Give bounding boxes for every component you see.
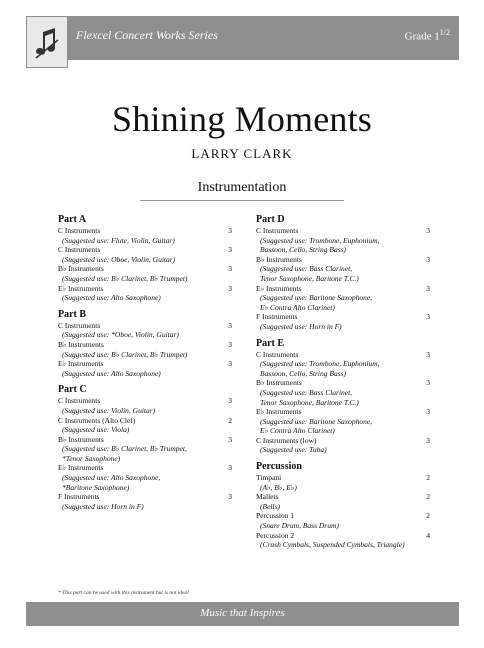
suggested-use: (Suggested use: Alto Saxophone)	[62, 293, 161, 303]
part-quantity: 3	[228, 320, 232, 330]
instrument-name: B♭ Instruments	[256, 378, 302, 388]
suggested-use: (Suggested use: B♭ Clarinet, B♭ Trumpet)	[62, 349, 188, 359]
instrumentation-heading: Instrumentation	[197, 180, 287, 195]
instrument-name: E♭ Instruments	[256, 407, 302, 417]
heading-divider	[140, 200, 344, 201]
suggested-use: (Crash Cymbals, Suspended Cymbals, Triangle)	[260, 540, 405, 550]
part-quantity: 3	[426, 312, 430, 322]
instrument-entry	[58, 435, 232, 464]
instrument-name: C Instruments	[58, 396, 101, 406]
instrument-entry	[256, 255, 430, 284]
part-quantity: 3	[228, 492, 232, 502]
instrument-name: E♭ Instruments	[58, 463, 104, 473]
suggested-use: (Suggested use: Trombone, Euphonium, Bassoon, Cello, String Bass)	[260, 235, 380, 255]
instrument-entry	[256, 312, 430, 331]
instrument-name: B♭ Instruments	[58, 434, 104, 444]
instrument-name: F Instruments	[58, 492, 100, 502]
suggested-use: (Suggested use: Bass Clarinet, Tenor Saxophone, Baritone T.C.)	[260, 387, 359, 407]
grade-fraction: 1/2	[439, 28, 450, 37]
part-title: Part C	[58, 384, 87, 396]
instrument-name: C Instruments	[256, 226, 299, 235]
suggested-use: (Suggested use: Alto Saxophone)	[62, 368, 161, 378]
instrument-entry	[58, 359, 232, 378]
part-title: Part D	[256, 214, 285, 225]
part-quantity: 3	[228, 339, 232, 349]
instrument-name: C Instruments (low)	[256, 435, 317, 445]
suggested-use: (Suggested use: Viola)	[62, 425, 130, 435]
instrument-name: C Instruments	[58, 320, 101, 330]
suggested-use: (Suggested use: Flute, Violin, Guitar)	[62, 235, 175, 245]
part-quantity: 3	[426, 435, 430, 445]
part-quantity: 3	[426, 349, 430, 359]
suggested-use: (Suggested use: Violin, Guitar)	[62, 405, 156, 415]
instrument-entry	[58, 492, 232, 511]
suggested-use: (Snare Drum, Bass Drum)	[260, 521, 339, 531]
series-name: Flexcel Concert Works Series	[76, 28, 218, 42]
suggested-use: (Suggested use: Oboe, Violin, Guitar)	[62, 254, 176, 264]
part-quantity: 3	[228, 264, 232, 274]
instrument-name: C Instruments	[256, 349, 299, 359]
part-quantity: 2	[228, 415, 232, 425]
instrument-entry	[256, 531, 430, 550]
instrument-entry	[256, 284, 430, 313]
instrument-entry	[58, 245, 232, 264]
instrument-name: C Instruments (Alto Clef)	[58, 415, 136, 425]
music-note-icon	[33, 24, 61, 60]
part-quantity: 3	[426, 254, 430, 264]
suggested-use: (Suggested use: Horn in F)	[260, 321, 342, 331]
instrument-name: B♭ Instruments	[58, 339, 104, 349]
suggested-use: (Suggested use: Baritone Saxophone, E♭ Contra Alto Clarinet)	[260, 416, 373, 436]
suggested-use: (Suggested use: Tuba)	[260, 445, 327, 455]
suggested-use: (Bells)	[260, 501, 280, 511]
suggested-use: (Suggested use: Trombone, Euphonium, Bassoon, Cello, String Bass)	[260, 359, 380, 378]
composer-name: LARRY CLARK	[191, 146, 293, 161]
part-quantity: 2	[426, 492, 430, 502]
instrument-name: F Instruments	[256, 312, 298, 322]
suggested-use: (A♭, B♭, E♭)	[260, 482, 297, 492]
instrument-entry	[256, 473, 430, 492]
instrument-entry	[58, 321, 232, 340]
instrument-entry	[256, 350, 430, 379]
suggested-use: (Suggested use: Bass Clarinet, Tenor Saxophone, Baritone T.C.)	[260, 264, 359, 283]
part-quantity: 2	[426, 511, 430, 521]
part-title: Part E	[256, 337, 285, 349]
footer-slogan: Music that Inspires	[200, 607, 285, 619]
instrument-entry	[58, 340, 232, 359]
part-quantity: 3	[228, 434, 232, 444]
part-quantity: 3	[228, 245, 232, 255]
instrument-entry	[58, 416, 232, 435]
part-title: Percussion	[256, 461, 302, 473]
part-quantity: 3	[228, 359, 232, 369]
left-column	[58, 214, 232, 511]
suggested-use: (Suggested use: B♭ Clarinet, B♭ Trumpet)	[62, 273, 188, 283]
part-quantity: 3	[228, 463, 232, 473]
instrument-name: Timpani	[256, 473, 282, 483]
part-quantity: 3	[426, 283, 430, 293]
instrument-entry	[256, 378, 430, 407]
publisher-logo	[26, 16, 68, 68]
instrument-entry	[58, 226, 232, 245]
suggested-use: (Suggested use: Horn in F)	[62, 501, 144, 511]
part-title: Part B	[58, 308, 87, 320]
instrument-entry	[58, 284, 232, 303]
instrument-name: B♭ Instruments	[256, 254, 302, 264]
piece-title: Shining Moments	[111, 99, 373, 139]
footnote: * This part can be used with this instrument but is not ideal	[58, 590, 189, 596]
part-quantity: 3	[426, 226, 430, 235]
instrument-entry	[256, 492, 430, 511]
instrument-name: C Instruments	[58, 226, 101, 235]
instrument-entry	[256, 407, 430, 436]
suggested-use: (Suggested use: B♭ Clarinet, B♭ Trumpet, *Tenor Saxophone)	[62, 444, 187, 463]
grade-label	[405, 28, 450, 43]
part-quantity: 3	[426, 407, 430, 417]
grade-text: Grade 1	[404, 30, 440, 43]
part-quantity: 4	[426, 530, 430, 540]
part-title: Part A	[58, 214, 87, 225]
instrument-name: Mallets	[256, 492, 279, 502]
suggested-use: (Suggested use: *Oboe, Violin, Guitar)	[62, 330, 179, 340]
instrument-entry	[58, 264, 232, 283]
instrument-name: E♭ Instruments	[256, 283, 302, 293]
instrument-name: E♭ Instruments	[58, 359, 104, 369]
right-column	[256, 214, 430, 550]
instrument-entry	[58, 396, 232, 415]
part-quantity: 3	[228, 396, 232, 406]
instrument-entry	[256, 436, 430, 455]
instrument-name: Percussion 2	[256, 530, 295, 540]
part-quantity: 3	[426, 378, 430, 388]
part-quantity: 3	[228, 283, 232, 293]
suggested-use: (Suggested use: Baritone Saxophone, E♭ Contra Alto Clarinet)	[260, 293, 373, 312]
instrument-entry	[256, 226, 430, 255]
instrument-name: C Instruments	[58, 245, 101, 255]
instrument-name: E♭ Instruments	[58, 283, 104, 293]
instrument-name: B♭ Instruments	[58, 264, 104, 274]
part-quantity: 3	[228, 226, 232, 235]
suggested-use: (Suggested use: Alto Saxophone, *Baritone Saxophone)	[62, 473, 161, 492]
instrument-entry	[58, 463, 232, 492]
instrument-entry	[256, 511, 430, 530]
part-quantity: 2	[426, 473, 430, 483]
instrument-name: Percussion 1	[256, 511, 295, 521]
